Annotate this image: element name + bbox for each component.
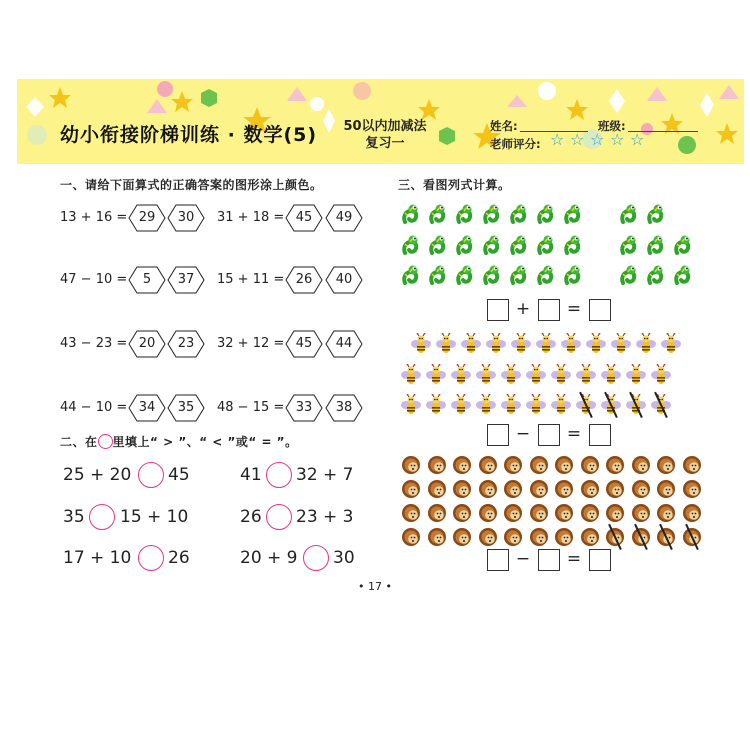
section2-heading [60,433,298,450]
hedgehog-icon [630,526,652,548]
hedgehog-icon [426,526,448,548]
score-star-icon[interactable]: ☆ [610,130,625,149]
answer-hexagon[interactable] [285,394,323,422]
hedgehog-icon [451,502,473,524]
bee-icon [650,364,672,386]
bee-icon [475,364,497,386]
bee-icon [450,364,472,386]
hedgehog-icon [502,526,524,548]
green-lizard-icon [563,264,585,286]
class-label: 班级: [598,119,626,133]
bee-icon [500,364,522,386]
compare-left: 25 + 20 [63,465,132,485]
bee-icon [400,394,422,416]
bee-icon [525,364,547,386]
hedgehog-icon [681,478,703,500]
hedgehog-icon [604,526,626,548]
equation-expression: 44 − 10 = [60,400,128,415]
equation-expression: 32 + 12 = [217,336,285,351]
hedgehog-icon [655,454,677,476]
hedgehog-icon [426,454,448,476]
compare-circle[interactable] [138,545,164,571]
answer-value: 38 [335,400,353,415]
answer-box[interactable] [538,424,560,446]
answer-hexagon[interactable] [325,330,363,358]
bee-icon [425,394,447,416]
green-lizard-icon [482,264,504,286]
bee-icon [625,394,647,416]
equation-expression: 31 + 18 = [217,210,285,225]
compare-circle[interactable] [303,545,329,571]
circle-icon [98,434,113,449]
answer-value: 5 [142,272,152,287]
green-lizard-icon [673,234,695,256]
hedgehog-icon [400,526,422,548]
bee-icon [575,364,597,386]
section3-heading: 三、看图列式计算。 [398,178,511,192]
bee-icon [585,333,607,355]
equation-expression: 47 − 10 = [60,272,128,287]
bee-icon [560,333,582,355]
hedgehog-icon [451,454,473,476]
answer-hexagon[interactable] [167,204,205,232]
answer-hexagon[interactable] [128,266,166,294]
compare-left: 35 [63,507,85,527]
hedgehog-icon [528,454,550,476]
hedgehog-icon [400,454,422,476]
bee-icon [460,333,482,355]
bee-icon [660,333,682,355]
hedgehog-icon [579,454,601,476]
green-lizard-icon [455,234,477,256]
green-lizard-icon [482,203,504,225]
answer-hexagon[interactable] [325,394,363,422]
answer-box[interactable] [538,299,560,321]
name-label: 姓名: [490,119,518,133]
answer-hexagon[interactable] [285,330,323,358]
bee-icon [475,394,497,416]
green-lizard-icon [401,203,423,225]
hedgehog-icon [681,526,703,548]
hedgehog-icon [630,502,652,524]
answer-box[interactable] [487,299,509,321]
section2-heading-pre: 二、在 [60,435,98,449]
bee-icon [400,364,422,386]
hedgehog-icon [426,502,448,524]
hedgehog-icon [579,502,601,524]
compare-circle[interactable] [89,504,115,530]
bee-icon [610,333,632,355]
answer-hexagon[interactable] [285,266,323,294]
green-lizard-icon [536,264,558,286]
bee-icon [500,394,522,416]
answer-hexagon[interactable] [167,330,205,358]
answer-box[interactable] [589,424,611,446]
green-lizard-icon [509,203,531,225]
green-lizard-icon [563,203,585,225]
hedgehog-icon [528,526,550,548]
compare-circle[interactable] [138,462,164,488]
bee-icon [600,364,622,386]
green-lizard-icon [536,203,558,225]
answer-hexagon[interactable] [128,394,166,422]
bee-icon [525,394,547,416]
score-star-icon[interactable]: ☆ [590,130,605,149]
answer-value: 20 [138,336,156,351]
hedgehog-icon [400,502,422,524]
green-lizard-icon [646,234,668,256]
answer-box[interactable] [589,299,611,321]
green-lizard-icon [509,264,531,286]
compare-left: 17 + 10 [63,548,132,568]
hedgehog-icon [630,454,652,476]
subtitle-line-2: 复习一 [365,136,405,151]
answer-value: 34 [138,400,156,415]
compare-right: 30 [333,548,355,568]
hedgehog-icon [451,526,473,548]
bee-icon [435,333,457,355]
bee-icon [535,333,557,355]
green-lizard-icon [482,234,504,256]
compare-left: 20 + 9 [240,548,298,568]
green-lizard-icon [536,234,558,256]
score-star-icon[interactable]: ☆ [550,130,565,149]
green-lizard-icon [455,203,477,225]
green-lizard-icon [646,264,668,286]
hedgehog-icon [681,454,703,476]
hedgehog-icon [630,478,652,500]
bee-icon [450,394,472,416]
green-lizard-icon [428,234,450,256]
answer-value: 35 [177,400,195,415]
hedgehog-icon [477,502,499,524]
answer-hexagon[interactable] [128,330,166,358]
score-label: 老师评分: [490,137,541,151]
bee-icon [635,333,657,355]
green-lizard-icon [509,234,531,256]
answer-hexagon[interactable] [325,204,363,232]
hedgehog-icon [553,526,575,548]
worksheet-title: 幼小衔接阶梯训练 · 数学(5) [60,124,318,146]
hedgehog-icon [681,502,703,524]
answer-value: 40 [335,272,353,287]
hedgehog-icon [477,526,499,548]
hedgehog-icon [502,454,524,476]
hedgehog-icon [604,502,626,524]
hedgehog-icon [655,526,677,548]
compare-right: 32 + 7 [296,465,354,485]
bee-icon [425,364,447,386]
answer-value: 30 [177,210,195,225]
hedgehog-icon [604,478,626,500]
hedgehog-icon [502,502,524,524]
bee-icon [410,333,432,355]
compare-left: 41 [240,465,262,485]
hedgehog-icon [477,478,499,500]
equation-expression: 15 + 11 = [217,272,285,287]
section2-heading-post: 里填上“ > ”、“ < ”或“ = ”。 [112,435,298,449]
answer-hexagon[interactable] [167,394,205,422]
answer-box[interactable] [487,424,509,446]
hedgehog-icon [528,478,550,500]
green-lizard-icon [673,264,695,286]
equals-sign: = [566,549,582,569]
green-lizard-icon [646,203,668,225]
green-lizard-icon [619,203,641,225]
hedgehog-icon [502,478,524,500]
green-lizard-icon [401,264,423,286]
answer-value: 33 [295,400,313,415]
answer-value: 37 [177,272,195,287]
subtitle-line-1: 50以内加减法 [343,119,427,134]
answer-value: 23 [177,336,195,351]
hedgehog-icon [477,454,499,476]
answer-hexagon[interactable] [285,204,323,232]
green-lizard-icon [455,264,477,286]
operator: − [515,549,531,569]
bee-icon [650,394,672,416]
answer-value: 45 [295,336,313,351]
green-lizard-icon [563,234,585,256]
compare-circle[interactable] [266,462,292,488]
hedgehog-icon [655,502,677,524]
answer-hexagon[interactable] [325,266,363,294]
bee-icon [510,333,532,355]
bee-icon [485,333,507,355]
green-lizard-icon [619,234,641,256]
green-lizard-icon [428,264,450,286]
equation-expression: 43 − 23 = [60,336,128,351]
equation-expression: 48 − 15 = [217,400,285,415]
compare-right: 26 [168,548,190,568]
answer-hexagon[interactable] [167,266,205,294]
compare-right: 45 [168,465,190,485]
answer-box[interactable] [538,549,560,571]
green-lizard-icon [401,234,423,256]
hedgehog-icon [451,478,473,500]
answer-value: 26 [295,272,313,287]
bee-icon [575,394,597,416]
section1-heading: 一、请给下面算式的正确答案的图形涂上颜色。 [60,178,323,192]
answer-value: 29 [138,210,156,225]
answer-hexagon[interactable] [128,204,166,232]
green-lizard-icon [428,203,450,225]
score-star-icon[interactable]: ☆ [630,130,645,149]
page-number: • 17 • [358,580,392,593]
score-star-icon[interactable]: ☆ [570,130,585,149]
compare-left: 26 [240,507,262,527]
bee-icon [625,364,647,386]
hedgehog-icon [528,502,550,524]
compare-circle[interactable] [266,504,292,530]
hedgehog-icon [655,478,677,500]
hedgehog-icon [426,478,448,500]
bee-icon [550,394,572,416]
operator: − [515,424,531,444]
equals-sign: = [566,299,582,319]
hedgehog-icon [400,478,422,500]
answer-box[interactable] [589,549,611,571]
hedgehog-icon [604,454,626,476]
compare-right: 15 + 10 [120,507,189,527]
answer-value: 45 [295,210,313,225]
equals-sign: = [566,424,582,444]
worksheet-subtitle [330,118,440,152]
hedgehog-icon [553,502,575,524]
bee-icon [550,364,572,386]
hedgehog-icon [553,454,575,476]
answer-value: 49 [335,210,353,225]
equation-expression: 13 + 16 = [60,210,128,225]
answer-box[interactable] [487,549,509,571]
green-lizard-icon [619,264,641,286]
operator: + [515,299,531,319]
hedgehog-icon [579,526,601,548]
answer-value: 44 [335,336,353,351]
hedgehog-icon [579,478,601,500]
bee-icon [600,394,622,416]
hedgehog-icon [553,478,575,500]
compare-right: 23 + 3 [296,507,354,527]
